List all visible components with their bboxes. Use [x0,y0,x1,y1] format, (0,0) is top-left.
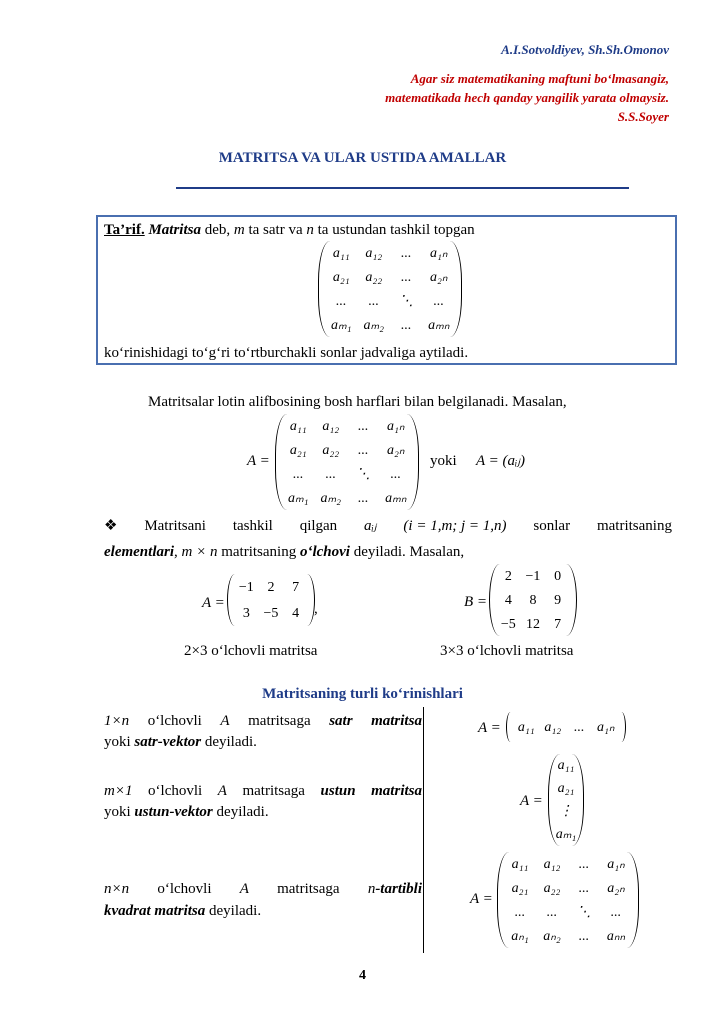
row-vector-formula [506,712,626,742]
row1-bold1: satr [329,713,353,729]
matrix-cell: aₘ₂ [320,490,342,506]
row1-deyiladi: deyiladi. [204,734,257,750]
row1-line2 [104,733,257,751]
vector-cell: a₁₁ [557,758,575,773]
example-A-comma: , [314,601,318,617]
matrix-cell: ... [578,856,590,872]
column-divider [423,707,424,953]
matrix-cell: aₘ₂ [363,317,385,333]
matrix-cell: ⋱ [399,293,414,309]
matrix-cell: a₂₂ [365,269,383,285]
p2-word-2: tashkil [232,518,273,534]
definition-line [104,221,475,239]
matrix-cell: a₂ₙ [430,269,448,285]
paragraph-notation: Matritsalar lotin alifbosining bosh harflari bilan belgilanadi. Masalan, [148,394,567,410]
word-yoki: yoki [430,453,457,469]
matrix-cell: ... [610,904,622,920]
matrix-cell: −1 [525,568,541,584]
matrix-cell: ⋱ [577,904,591,920]
row3-line1 [104,880,422,898]
example-A-lhs: A = [202,595,225,611]
epigraph-author: S.S.Soyer [617,109,669,124]
row2-line1 [104,782,422,800]
row3-n: n [367,881,376,897]
matrix-cell: a₂₂ [543,880,561,896]
example-B-caption: 3×3 o‘lchovli matritsa [440,643,574,659]
matrix-cell: a₁₂ [543,856,561,872]
vector-cell: aₘ₁ [555,827,577,842]
p2-word-3: qilgan [299,518,338,534]
matrix-cell: ... [514,904,526,920]
matrix-short-notation: A = (aᵢⱼ) [476,453,525,469]
row2-w2: matritsaga [242,783,305,799]
definition-after: ko‘rinishidagi to‘g‘ri to‘rtburchakli sonlar jadvaliga aytiladi. [104,345,469,361]
p2-tail: deyiladi. Masalan, [353,544,465,560]
matrix-cell: ... [401,245,412,261]
var-n: n [306,222,314,238]
example-B-matrix [489,564,577,636]
column-vector-lhs: A = [520,793,543,809]
matrix-cell: aₙ₁ [511,928,529,944]
page-number: 4 [359,968,366,983]
paragraph-elements-line2 [104,543,464,561]
p2-text: matritsaning [221,544,297,560]
row3-A: A [239,881,249,897]
matrix-cell: a₁₁ [332,245,350,261]
matrix-cell: ... [433,293,444,309]
matrix-cell: a₂₁ [289,442,307,458]
vector-cell: ... [574,719,585,735]
matrix-cell: ... [293,466,304,482]
row1-w2: matritsaga [248,713,311,729]
row3-w1: o‘lchovli [157,881,212,897]
matrix-cell: a₁ₙ [430,245,448,261]
row1-bold2: matritsa [371,713,422,729]
definition-text-1: deb, [204,222,231,238]
matrix-cell: aₘₙ [385,490,407,506]
matrix-cell: aₙₙ [606,928,626,944]
matrix-cell: 4 [292,605,300,621]
matrix-cell: a₂₁ [332,269,350,285]
bullet-icon: ❖ [104,518,118,534]
matrix-cell: 0 [554,568,562,584]
matrix-cell: a₂ₙ [387,442,405,458]
matrix-cell: 2 [267,579,275,595]
p2-range: (i = 1,m; j = 1,n) [403,518,507,534]
p2-mxn: m × n [181,544,218,560]
matrix-cell: a₁ₙ [387,418,405,434]
p2-word-5: matritsaning [596,518,672,534]
matrix-cell: 8 [529,592,537,608]
example-A-matrix [227,574,315,626]
vector-cell: ⋮ [559,804,573,819]
matrix-cell: −5 [500,616,516,632]
matrix-cell: a₁₂ [322,418,340,434]
matrix-cell: ... [358,442,369,458]
matrix-cell: ⋱ [356,466,371,482]
row1-A: A [220,713,230,729]
matrix-cell: ... [546,904,558,920]
row2-bold2: matritsa [371,783,422,799]
row2-w1: o‘lchovli [148,783,203,799]
row3-bold1: -tartibli [375,881,422,897]
term-elementlari: elementlari [104,544,174,560]
vector-cell: a₁ₙ [597,719,615,735]
row1-size: 1×n [104,713,130,729]
row2-deyiladi: deyiladi. [216,804,269,820]
epigraph-line-1: Agar siz matematikaning maftuni bo‘lmasangiz, [410,71,669,86]
matrix-cell: a₂ₙ [607,880,625,896]
row3-line2 [104,902,261,920]
p2-aij: aᵢⱼ [364,518,377,534]
vector-cell: a₂₁ [557,781,575,796]
section-title: Matritsaning turli ko‘rinishlari [262,686,463,702]
matrix-cell: aₘ₁ [287,490,309,506]
term-olchovi: o‘lchovi [299,544,350,560]
matrix-cell: ... [325,466,336,482]
square-matrix-formula [497,852,639,948]
p2-word-4: sonlar [533,518,571,534]
matrix-cell: a₂₁ [511,880,529,896]
var-m: m [233,222,245,238]
row3-size: n×n [104,881,130,897]
matrix-cell: 2 [504,568,512,584]
matrix-cell: ... [358,418,369,434]
matrix-cell: aₘ₁ [330,317,352,333]
p2-word-1: Matritsani [144,518,206,534]
matrix-cell: a₁₂ [365,245,383,261]
square-matrix-lhs: A = [470,891,493,907]
row1-line1 [104,712,422,730]
p2-comma: , [174,544,178,560]
row2-yoki: yoki [104,804,131,820]
matrix-cell: a₁₁ [511,856,529,872]
general-matrix [318,241,462,337]
matrix-cell: aₘₙ [428,317,450,333]
matrix-cell: −1 [238,579,254,595]
matrix-A-general [275,414,419,510]
matrix-cell: −5 [263,605,279,621]
matrix-cell: ... [368,293,379,309]
matrix-cell: 3 [242,605,250,621]
row1-w1: o‘lchovli [147,713,202,729]
matrix-cell: ... [358,490,369,506]
matrix-cell: a₂₂ [322,442,340,458]
vector-cell: a₁₁ [517,719,535,735]
row3-deyiladi: deyiladi. [209,903,262,919]
matrix-cell: ... [336,293,347,309]
row1-term: satr-vektor [134,734,202,750]
row2-bold1: ustun [320,783,356,799]
row2-size: m×1 [104,783,133,799]
row1-yoki: yoki [104,734,131,750]
row3-w2: matritsaga [277,881,340,897]
row2-term: ustun-vektor [134,804,213,820]
page-title: MATRITSA VA ULAR USTIDA AMALLAR [218,150,507,166]
column-vector-formula [548,754,584,846]
matrix-lhs: A = [247,453,270,469]
definition-text-3: ta ustundan tashkil topgan [317,222,475,238]
epigraph-line-2: matematikada hech qanday yangilik yarata olmaysiz. [385,90,669,105]
example-B-lhs: B = [464,594,488,610]
matrix-cell: 7 [292,579,300,595]
matrix-cell: ... [578,928,590,944]
row-vector-lhs: A = [478,720,501,736]
row2-A: A [217,783,227,799]
vector-cell: a₁₂ [544,719,562,735]
matrix-cell: ... [578,880,590,896]
matrix-cell: ... [401,269,412,285]
title-underline [176,187,629,189]
matrix-cell: 7 [554,616,562,632]
matrix-cell: a₁ₙ [607,856,625,872]
matrix-cell: 9 [554,592,562,608]
matrix-cell: a₁₁ [289,418,307,434]
row2-line2 [104,803,269,821]
matrix-cell: 12 [525,616,540,632]
example-A-caption: 2×3 o‘lchovli matritsa [184,643,318,659]
matrix-cell: ... [401,317,412,333]
row3-term: kvadrat matritsa [104,903,206,919]
paragraph-elements-line1 [104,517,672,535]
definition-text-2: ta satr va [248,222,303,238]
author-line: A.I.Sotvoldiyev, Sh.Sh.Omonov [501,42,669,57]
matrix-cell: 4 [504,592,512,608]
definition-term: Ta’rif. [104,222,145,238]
definition-word: Matritsa [148,222,201,238]
matrix-cell: aₙ₂ [543,928,561,944]
matrix-cell: ... [390,466,401,482]
